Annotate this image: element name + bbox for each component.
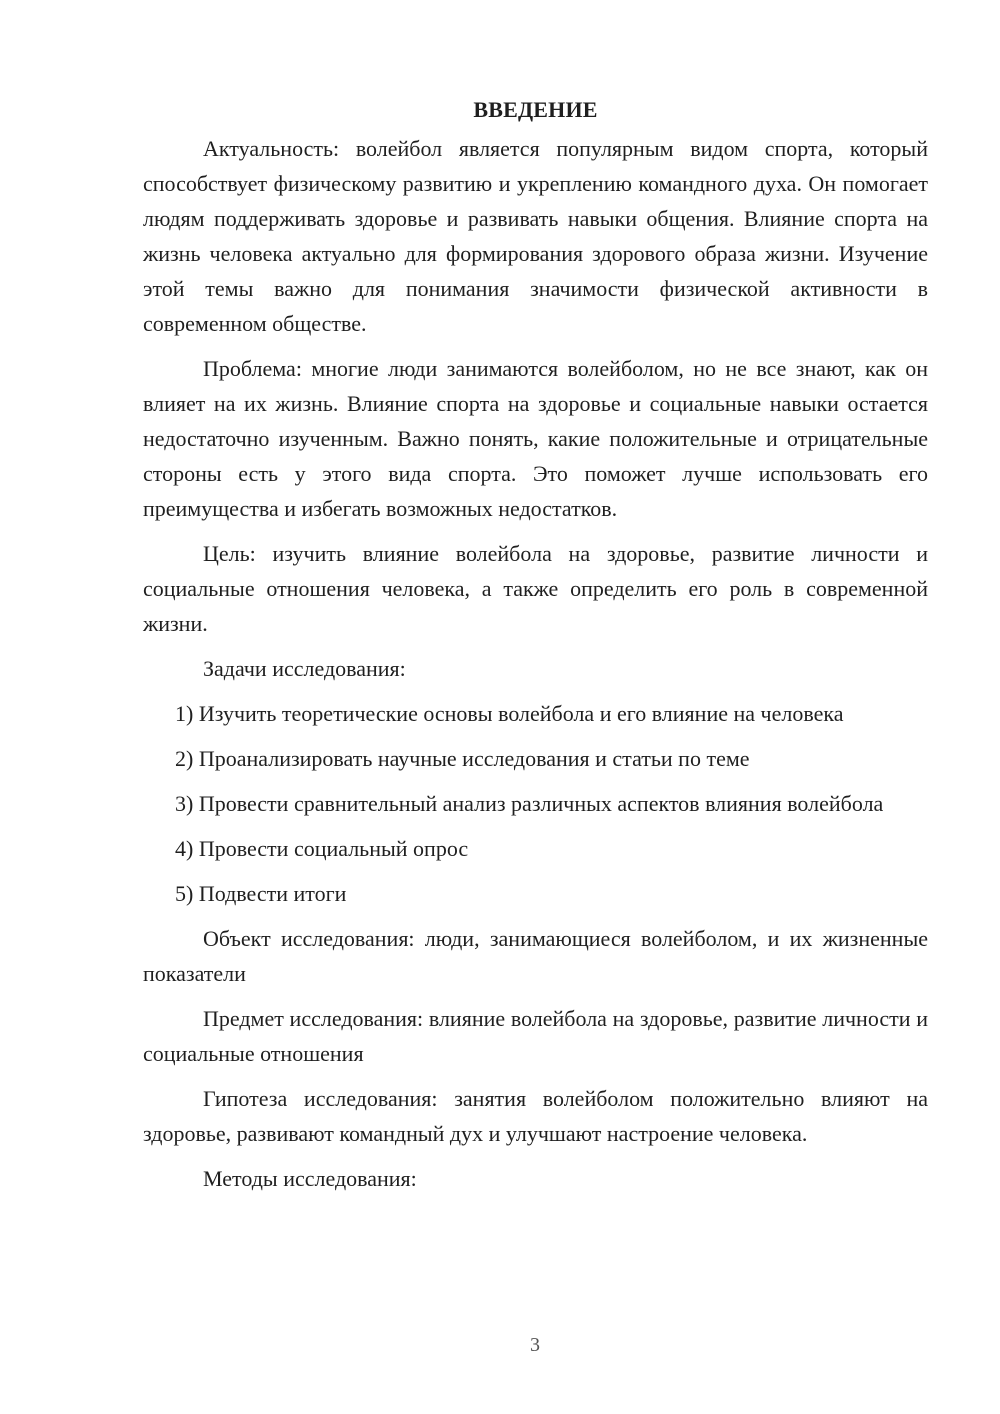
task-item-4: 4) Провести социальный опрос <box>175 836 469 861</box>
task-item-1: 1) Изучить теоретические основы волейбола и его влияние на человека <box>175 701 844 726</box>
paragraph-goal: Цель: изучить влияние волейбола на здоровье, развитие личности и социальные отношения человека, а также определить его роль в современной жизни. <box>143 541 928 636</box>
task-item-3: 3) Провести сравнительный анализ различных аспектов влияния волейбола <box>175 791 884 816</box>
paragraph-object: Объект исследования: люди, занимающиеся волейболом, и их жизненные показатели <box>143 926 928 986</box>
task-item-2: 2) Проанализировать научные исследования и статьи по теме <box>175 746 750 771</box>
page-number: 3 <box>530 1334 540 1356</box>
paragraph-hypothesis: Гипотеза исследования: занятия волейболом положительно влияют на здоровье, развивают командный дух и улучшают настроение человека. <box>143 1086 928 1146</box>
section-title: ВВЕДЕНИЕ <box>473 97 598 122</box>
page-content <box>143 92 928 1206</box>
task-item-5: 5) Подвести итоги <box>175 881 347 906</box>
paragraph-methods: Методы исследования: <box>203 1166 417 1191</box>
paragraph-relevance: Актуальность: волейбол является популярным видом спорта, который способствует физическому развитию и укреплению командного духа. Он помогает людям поддерживать здоровье и развивать навыки общения. Влияние спорта на жизнь человека актуально для формирования здорового образа жизни. Изучение этой темы важно для понимания значимости физической активности в современном обществе. <box>143 136 928 336</box>
paragraph-subject: Предмет исследования: влияние волейбола на здоровье, развитие личности и социальные отношения <box>143 1006 928 1066</box>
paragraph-problem: Проблема: многие люди занимаются волейболом, но не все знают, как он влияет на их жизнь. Влияние спорта на здоровье и социальные навыки остается недостаточно изученным. Важно понять, какие положительные и отрицательные стороны есть у этого вида спорта. Это поможет лучше использовать его преимущества и избегать возможных недостатков. <box>143 356 928 521</box>
paragraph-tasks-heading: Задачи исследования: <box>203 656 406 681</box>
